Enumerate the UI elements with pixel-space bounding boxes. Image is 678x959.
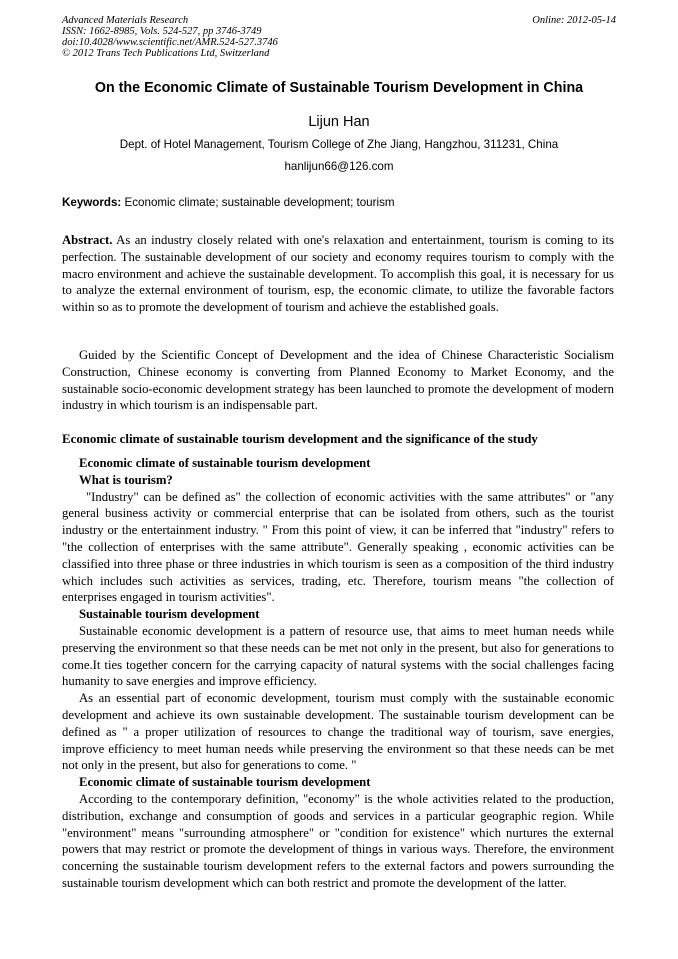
doi-line: doi:10.4028/www.scientific.net/AMR.524-527.3746 bbox=[62, 37, 278, 48]
author-affiliation: Dept. of Hotel Management, Tourism College of Zhe Jiang, Hangzhou, 311231, China bbox=[119, 138, 559, 151]
paragraph-essential-part: As an essential part of economic development, tourism must comply with the sustainable economic development and achieve its own sustainable development. The sustainable tourism development can be defined as " a proper utilization of resources to change the traditional way of tourism, save energies, improve efficiency to meet human needs while preserving the environment so that these needs can be met not only in the present, but also for generations to come. " bbox=[62, 691, 614, 773]
subheading-economic-climate-2: Economic climate of sustainable tourism development bbox=[79, 775, 371, 790]
journal-name: Advanced Materials Research bbox=[62, 15, 189, 26]
keywords-label: Keywords: bbox=[62, 196, 122, 209]
paragraph-sustainable-economic: Sustainable economic development is a pattern of resource use, that aims to meet human needs while preserving the environment so that these needs can be met not only in the present, but also for generations to come.It ties together concern for the carrying capacity of natural systems with the social challenges facing humanity to save energies and improve efficiency. bbox=[62, 623, 614, 689]
section-heading: Economic climate of sustainable tourism development and the significance of the study bbox=[62, 432, 538, 446]
copyright-line: © 2012 Trans Tech Publications Ltd, Switzerland bbox=[62, 48, 270, 59]
online-date: Online: 2012-05-14 bbox=[532, 15, 616, 26]
author-name: Lijun Han bbox=[308, 114, 370, 130]
paper-title: On the Economic Climate of Sustainable Tourism Development in China bbox=[94, 80, 584, 96]
author-email[interactable]: hanlijun66@126.com bbox=[284, 160, 394, 173]
abstract-label: Abstract. bbox=[62, 233, 113, 247]
paragraph-economy-definition: According to the contemporary definition, "economy" is the whole activities related to the production, distribution, exchange and consumption of goods and services in a particular geographic region. While "environment" means "surrounding atmosphere" or "condition for existence" which nurtures the external powers that may restrict or promote the development of things in various ways. Therefore, the environment concerning the sustainable tourism development refers to the external factors and powers surrounding the sustainable tourism development which can both restrict and promote the development of the latter. bbox=[62, 791, 614, 890]
issn-line: ISSN: 1662-8985, Vols. 524-527, pp 3746-3749 bbox=[62, 26, 262, 37]
subheading-sustainable-tourism: Sustainable tourism development bbox=[79, 607, 260, 622]
intro-block bbox=[62, 347, 614, 414]
paragraph-industry: "Industry" can be defined as" the collection of economic activities with the same attributes" or "any general business activity or commercial enterprise that can be isolated from others, such as the tourist industry or the entertainment industry. " From this point of view, it can be inferred that "industry" refers to "the collection of enterprises with the same attribute". Generally speaking , economic activities can be classified into three phase or three industries in which tourism is seen as a composition of the third industry which includes such activities as services, trading, etc. Therefore, tourism means "the collection of enterprises engaged in tourism activities". bbox=[62, 489, 614, 605]
intro-paragraph: Guided by the Scientific Concept of Development and the idea of Chinese Characteristic Socialism Construction, Chinese economy is converting from Planned Economy to Market Economy, and the sustainable socio-economic development strategy has been launched to promote the development of modern industry in which tourism is an indispensable part. bbox=[62, 348, 614, 413]
section-body bbox=[62, 455, 614, 892]
subheading-what-is-tourism: What is tourism? bbox=[79, 472, 173, 487]
subheading-economic-climate: Economic climate of sustainable tourism development bbox=[79, 456, 371, 470]
keywords-line bbox=[62, 196, 395, 209]
abstract-block bbox=[62, 232, 614, 316]
keywords-text: Economic climate; sustainable development; tourism bbox=[124, 196, 395, 209]
abstract-text: As an industry closely related with one's relaxation and entertainment, tourism is coming to its perfection. The sustainable development of our society and economy requires tourism to comply with the macro environment and achieve the sustainable development. To accomplish this goal, it is necessary for us to analyze the external environment of tourism, esp, the economic climate, to utilize the favorable factors within so as to promote the development of tourism and achieve the established goals. bbox=[62, 233, 614, 315]
